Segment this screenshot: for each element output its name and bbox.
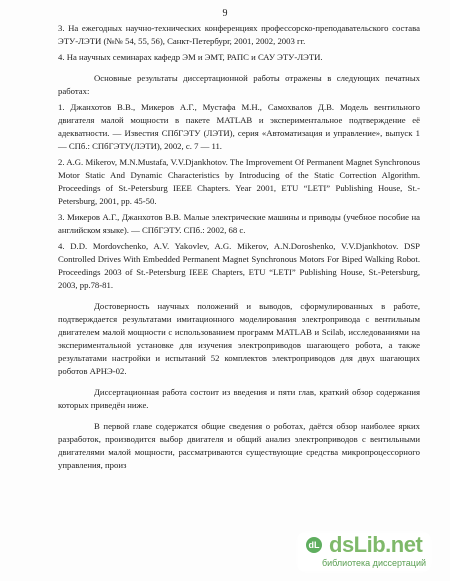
publication-3: 3. Микеров А.Г., Джанхотов В.В. Малые электрические машины и приводы (учебное пособие на английском языке). — СПбГЭТУ. СПб.: 2002, 68 с. [58,212,420,235]
conference-list-item-3: 3. На ежегодных научно-технических конференциях профессорско-преподавательского состава ЭТУ-ЛЭТИ (№№ 54, 55, 56), Санкт-Петербург, 2001, 2002, 2003 гг. [58,23,420,46]
watermark-title: dsLib.net [329,532,423,557]
publication-4: 4. D.D. Mordovchenko, A.V. Yakovlev, A.G. Mikerov, A.N.Doroshenko, V.V.Djankhotov. DSP Controlled Drives With Embedded Permanent Magnet Synchronous Motors For Biped Walking Robot. Proceedings 2003 of St.-Petersburg IEEE Chapters, ETU “LETI” Publishing House, St.-Petersburg, 2003, pp.78-81. [58,241,420,290]
publication-2: 2. A.G. Mikerov, M.N.Mustafa, V.V.Djankhotov. The Improvement Of Permanent Magnet Synchronous Motor Static And Dynamic Characteristics by Introducing of the Static Correction Algorithm. Proceedings of St.-Petersburg IEEE Chapters. Year 2001, ETU “LETI” Publishing House, St.-Petersburg, 2001, pp. 45-50. [58,157,420,206]
publication-1: 1. Джанхотов В.В., Микеров А.Г., Мустафа М.Н., Самохвалов Д.В. Модель вентильного двигателя малой мощности в пакете MATLAB и экспериментальное подтверждение её адекватности. — Известия СПбГЭТУ (ЛЭТИ), серия «Автоматизация и управление», выпуск 1 — СПб.: СПбГЭТУ(ЛЭТИ), 2002, с. 7 — 11. [58,102,420,151]
chapter-one-paragraph: В первой главе содержатся общие сведения о роботах, даётся обзор наиболее ярких разработок, производится выбор двигателя и общий анализ электроприводов с вентильными двигателями малой мощности, рассматриваются существующие средства микропроцессорного управления, произ [58,421,420,470]
validity-paragraph: Достоверность научных положений и выводов, сформулированных в работе, подтверждается результатами имитационного моделирования электропривода с вентильным двигателем малой мощности с использованием программ MATLAB и Scilab, исследованиями на экспериментальной установке для изучения электроприводов шагающего робота, а также результатами настройки и испытаний 52 комплектов электроприводов для двух шагающих роботов АРНЭ-02. [58,301,420,376]
page-number: 9 [222,8,228,19]
dslib-watermark [298,533,430,571]
document-body [58,22,420,475]
structure-paragraph: Диссертационная работа состоит из введения и пяти глав, краткий обзор содержания которых приведён ниже. [58,387,420,410]
watermark-subtitle: библиотека диссертаций [322,558,427,568]
conference-list-item-4: 4. На научных семинарах кафедр ЭМ и ЭМТ, РАПС и САУ ЭТУ-ЛЭТИ. [58,52,323,62]
dslib-logo-icon: dL [306,537,322,553]
publications-intro: Основные результаты диссертационной работы отражены в следующих печатных работах: [58,73,420,96]
